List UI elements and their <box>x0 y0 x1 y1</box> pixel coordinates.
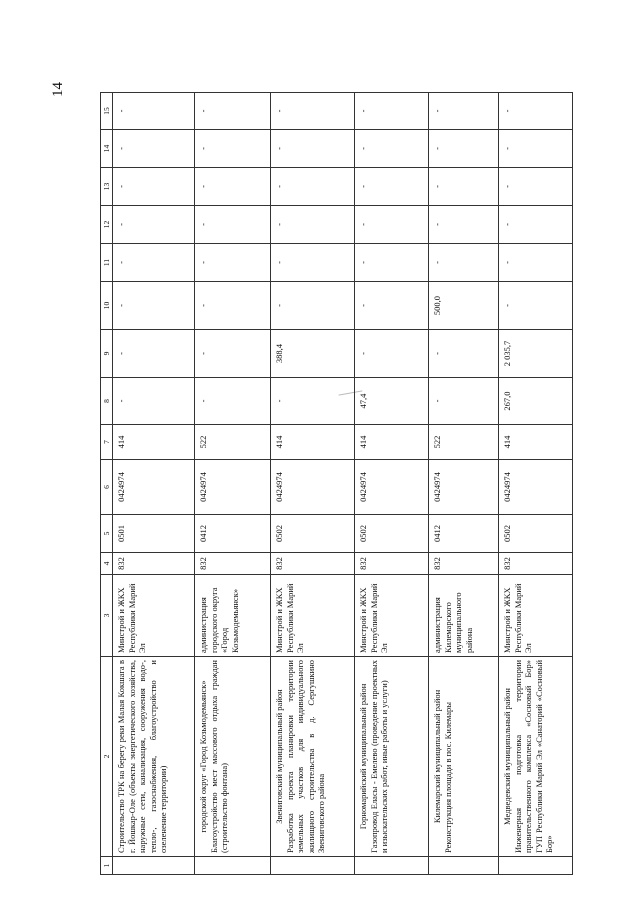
object-name: Инженерная подготовка территории правительственного комплекса «Сосновый Бор» ГУП Республики Марий Эл «Санаторий «Сосновый Бор» <box>512 660 554 853</box>
cell-value: - <box>502 304 512 307</box>
executor-name: Минстрой и ЖКХ Республики Марий Эл <box>502 583 533 653</box>
name-cell <box>355 657 429 857</box>
cell-value: 0501 <box>116 525 126 542</box>
cell-value: 522 <box>432 435 442 449</box>
value-cell <box>195 425 271 460</box>
cell-value: 414 <box>274 435 284 449</box>
value-cell <box>429 330 499 378</box>
column-number: 13 <box>101 168 113 206</box>
value-cell <box>195 130 271 168</box>
executor-name: Минстрой и ЖКХ Республики Марий Эл <box>116 583 147 653</box>
value-cell <box>195 330 271 378</box>
value-cell <box>429 378 499 425</box>
cell-value: - <box>502 147 512 150</box>
value-cell <box>499 206 573 244</box>
object-name: Газопровод Еласы - Емелево (проведение проектных и изыскательских работ, иные работы и услуги) <box>368 660 389 853</box>
executor-name: Минстрой и ЖКХ Республики Марий Эл <box>274 583 305 653</box>
value-cell <box>195 93 271 130</box>
value-cell <box>429 460 499 515</box>
cell-value: - <box>198 304 208 307</box>
value-cell <box>195 515 271 553</box>
cell-value: - <box>358 352 368 355</box>
cell-value: - <box>198 261 208 264</box>
cell-value: - <box>116 147 126 150</box>
name-cell <box>499 657 573 857</box>
executor-cell <box>113 575 195 657</box>
value-cell <box>113 93 195 130</box>
cell-value: 832 <box>502 557 512 570</box>
cell-value: - <box>116 399 126 403</box>
column-number: 11 <box>101 244 113 282</box>
table-row <box>429 93 499 875</box>
column-number: 3 <box>101 575 113 657</box>
value-cell <box>499 130 573 168</box>
cell-value: 414 <box>502 435 512 449</box>
cell-value: 0424974 <box>502 472 512 502</box>
executor-name: администрация Килемарского муниципального района <box>432 592 474 653</box>
value-cell <box>195 168 271 206</box>
cell-value: 0424974 <box>358 472 368 502</box>
value-cell <box>429 130 499 168</box>
cell-value: - <box>432 223 442 226</box>
value-cell <box>113 515 195 553</box>
column-number: 2 <box>101 657 113 857</box>
value-cell <box>499 425 573 460</box>
column-number: 5 <box>101 515 113 553</box>
cell-value: 388,4 <box>274 343 284 364</box>
value-cell <box>271 130 355 168</box>
cell-value: - <box>274 304 284 307</box>
table-row <box>499 93 573 875</box>
value-cell <box>271 282 355 330</box>
cell-value: 832 <box>116 557 126 570</box>
cell-value: - <box>274 399 284 403</box>
cell-value: 47,4 <box>358 393 368 409</box>
cell-value: - <box>358 223 368 226</box>
value-cell <box>195 206 271 244</box>
cell-value: 414 <box>116 435 126 449</box>
table-row <box>271 93 355 875</box>
executor-cell <box>429 575 499 657</box>
cell-value: - <box>198 185 208 188</box>
value-cell <box>429 553 499 575</box>
value-cell <box>429 282 499 330</box>
cell-value: 832 <box>358 557 368 570</box>
page-number: 14 <box>50 82 66 97</box>
cell-value: - <box>116 261 126 264</box>
cell-value: - <box>358 147 368 150</box>
cell-value: 414 <box>358 435 368 449</box>
cell-value: - <box>358 304 368 307</box>
value-cell <box>113 130 195 168</box>
value-cell <box>271 460 355 515</box>
cell-value: 2 035,7 <box>502 340 512 367</box>
cell-value: - <box>274 261 284 264</box>
cell-value: 522 <box>198 435 208 449</box>
value-cell <box>355 282 429 330</box>
value-cell <box>355 206 429 244</box>
value-cell <box>499 460 573 515</box>
name-cell <box>195 657 271 857</box>
cell-value: - <box>116 352 126 355</box>
column-number: 14 <box>101 130 113 168</box>
value-cell <box>113 244 195 282</box>
section-heading: Медведевский муниципальный район <box>502 688 512 825</box>
cell-value: 832 <box>274 557 284 570</box>
value-cell <box>195 282 271 330</box>
executor-cell <box>195 575 271 657</box>
value-cell <box>429 168 499 206</box>
cell-value: - <box>198 109 208 113</box>
value-cell <box>271 425 355 460</box>
row-number-cell <box>355 857 429 875</box>
value-cell <box>271 515 355 553</box>
cell-value: - <box>358 185 368 188</box>
value-cell <box>499 244 573 282</box>
value-cell <box>355 130 429 168</box>
cell-value: - <box>432 147 442 150</box>
value-cell <box>355 168 429 206</box>
cell-value: 0502 <box>502 525 512 542</box>
value-cell <box>271 378 355 425</box>
object-name: Реконструкция площади в пос. Килемары <box>442 702 453 853</box>
column-number: 9 <box>101 330 113 378</box>
value-cell <box>271 93 355 130</box>
object-name: Благоустройство мест массового отдыха граждан (строительство фонтана) <box>208 660 229 853</box>
table-row <box>195 93 271 875</box>
column-number: 6 <box>101 460 113 515</box>
value-cell <box>113 330 195 378</box>
value-cell <box>429 515 499 553</box>
executor-name: Минстрой и ЖКХ Республики Марий Эл <box>358 583 389 653</box>
value-cell <box>355 244 429 282</box>
cell-value: - <box>116 185 126 188</box>
executor-name: администрация городского округа «Город Козьмодемьянск» <box>198 587 240 653</box>
executor-cell <box>355 575 429 657</box>
cell-value: 832 <box>198 557 208 570</box>
value-cell <box>499 93 573 130</box>
value-cell <box>429 93 499 130</box>
cell-value: - <box>502 185 512 188</box>
value-cell <box>271 168 355 206</box>
column-number: 7 <box>101 425 113 460</box>
cell-value: 0412 <box>198 525 208 542</box>
cell-value: - <box>116 223 126 226</box>
cell-value: 0424974 <box>274 472 284 502</box>
value-cell <box>113 460 195 515</box>
table-row <box>113 93 195 875</box>
cell-value: - <box>274 109 284 113</box>
cell-value: - <box>198 399 208 403</box>
cell-value: 0424974 <box>432 472 442 502</box>
value-cell <box>429 425 499 460</box>
name-cell <box>113 657 195 857</box>
cell-value: - <box>502 223 512 226</box>
value-cell <box>499 330 573 378</box>
cell-value: - <box>432 352 442 355</box>
cell-value: - <box>502 261 512 264</box>
value-cell <box>429 206 499 244</box>
cell-value: - <box>274 147 284 150</box>
column-number: 12 <box>101 206 113 244</box>
value-cell <box>355 93 429 130</box>
column-number: 4 <box>101 553 113 575</box>
cell-value: 832 <box>432 557 442 570</box>
column-number: 15 <box>101 93 113 130</box>
column-number: 8 <box>101 378 113 425</box>
column-number: 1 <box>101 857 113 875</box>
value-cell <box>271 206 355 244</box>
value-cell <box>499 282 573 330</box>
cell-value: - <box>274 223 284 226</box>
section-heading: Килемарский муниципальный район <box>432 689 442 824</box>
cell-value: 267,0 <box>502 391 512 411</box>
row-number-cell <box>195 857 271 875</box>
value-cell <box>499 378 573 425</box>
value-cell <box>355 460 429 515</box>
value-cell <box>499 515 573 553</box>
table-row <box>355 93 429 875</box>
value-cell <box>271 553 355 575</box>
cell-value: - <box>198 352 208 355</box>
value-cell <box>271 244 355 282</box>
row-number-cell <box>271 857 355 875</box>
value-cell <box>355 378 429 425</box>
cell-value: - <box>432 261 442 264</box>
row-number-cell <box>499 857 573 875</box>
cell-value: - <box>198 223 208 226</box>
name-cell <box>429 657 499 857</box>
value-cell <box>355 553 429 575</box>
cell-value: - <box>198 147 208 150</box>
cell-value: - <box>358 109 368 113</box>
value-cell <box>195 553 271 575</box>
value-cell <box>113 206 195 244</box>
budget-table <box>100 92 573 875</box>
section-heading: Горномарийский муниципальный район <box>358 683 368 830</box>
cell-value: - <box>432 185 442 188</box>
section-heading: городской округ «Город Козьмодемьянск» <box>198 680 208 833</box>
value-cell <box>499 553 573 575</box>
value-cell <box>113 282 195 330</box>
value-cell <box>355 330 429 378</box>
value-cell <box>195 244 271 282</box>
cell-value: - <box>274 185 284 188</box>
cell-value: 500,0 <box>432 295 442 316</box>
value-cell <box>113 378 195 425</box>
cell-value: - <box>432 109 442 113</box>
cell-value: 0412 <box>432 525 442 542</box>
name-cell <box>271 657 355 857</box>
cell-value: - <box>116 109 126 113</box>
cell-value: 0502 <box>274 525 284 542</box>
object-name: Разработка проекта планировки территории земельных участков для индивидуального жилищного строительства в д. Сергушкино Звениговского района <box>284 660 326 853</box>
cell-value: - <box>116 304 126 307</box>
value-cell <box>113 553 195 575</box>
cell-value: - <box>432 399 442 403</box>
executor-cell <box>271 575 355 657</box>
row-number-cell <box>429 857 499 875</box>
value-cell <box>499 168 573 206</box>
cell-value: - <box>358 261 368 264</box>
column-number: 10 <box>101 282 113 330</box>
row-number-cell <box>113 857 195 875</box>
value-cell <box>355 425 429 460</box>
value-cell <box>271 330 355 378</box>
cell-value: - <box>502 109 512 113</box>
value-cell <box>355 515 429 553</box>
cell-value: 0424974 <box>198 472 208 502</box>
value-cell <box>113 425 195 460</box>
cell-value: 0502 <box>358 525 368 542</box>
value-cell <box>113 168 195 206</box>
column-number-row <box>101 93 113 875</box>
object-name: Строительство ТРК на берегу реки Малая Кокшага в г. Йошкар-Оле (объекты энергетического хозяйства, наружные сети, канализация, сооружения водо-, тепло-, газоснабжения, благоустройство и озеленение территории) <box>116 660 168 853</box>
section-heading: Звениговский муниципальный район <box>274 689 284 824</box>
value-cell <box>195 378 271 425</box>
value-cell <box>429 244 499 282</box>
value-cell <box>195 460 271 515</box>
executor-cell <box>499 575 573 657</box>
cell-value: 0424974 <box>116 472 126 502</box>
